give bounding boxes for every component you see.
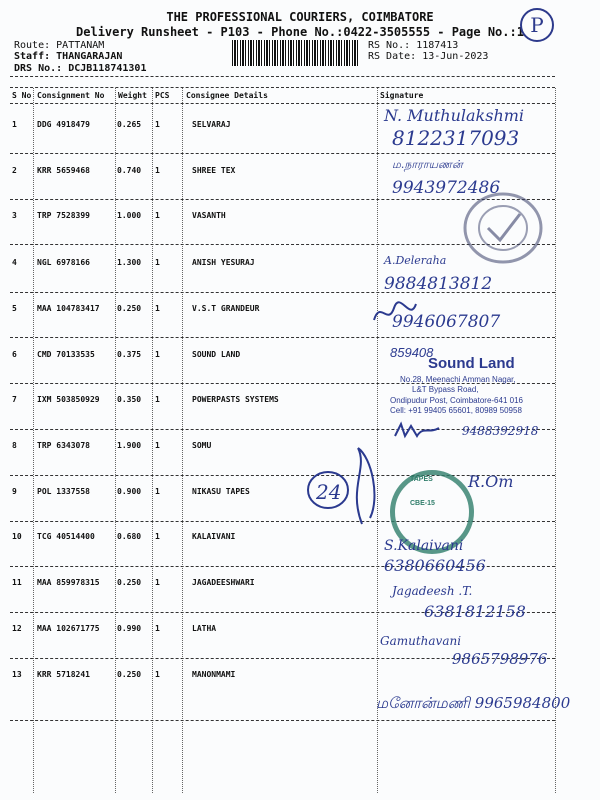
row-sno: 2 [12,166,17,175]
row-consignment: KRR 5659468 [37,166,90,175]
row-weight: 1.900 [117,441,142,450]
row-consignment: KRR 5718241 [37,670,90,679]
col-header-pcs: PCS [155,91,170,100]
stamp-tapes-code: CBE-15 [410,500,435,507]
row-weight: 1.000 [117,211,142,220]
row-pcs: 1 [155,120,160,129]
row-separator [10,720,555,721]
row-sno: 3 [12,211,17,220]
row-pcs: 1 [155,578,160,587]
table-row [0,166,600,180]
rs-date-label: RS Date: [368,51,417,62]
table-row [0,304,600,318]
signature-row-6: 859408 [390,345,434,360]
rs-no-line [368,40,458,51]
rs-date-value: 13-Jun-2023 [422,51,489,62]
table-row [0,532,600,546]
stamp-address-line-3: Ondipudur Post, Coimbatore-641 016 [390,396,523,405]
route-line [14,40,104,51]
row-separator [10,337,555,338]
row-sno: 5 [12,304,17,313]
drs-line [14,63,146,74]
signature-row-2-name: ம.நாராயணன் [392,158,463,171]
row-consignment: TRP 6343078 [37,441,90,450]
staff-label: Staff: [14,51,51,62]
row-weight: 0.375 [117,350,142,359]
row-consignee: JAGADEESHWARI [192,578,255,587]
row-consignee: MANONMAMI [192,670,236,679]
signature-row-4-name: A.Deleraha [384,254,447,267]
row-consignment: TRP 7528399 [37,211,90,220]
signature-row-11-phone: 6381812158 [424,602,526,621]
rs-date-line [368,51,488,62]
row-consignment: MAA 104783417 [37,304,100,313]
rule-header-bottom [10,103,555,104]
seal-stamp-icon [458,188,548,268]
row-consignment: DDG 4918479 [37,120,90,129]
col-header-consignee: Consignee Details [186,91,268,100]
row-consignment: IXM 503850929 [37,395,100,404]
row-sno: 12 [12,624,22,633]
col-header-signature: Signature [380,91,424,100]
signature-row-5-phone: 9946067807 [392,312,501,332]
row-weight: 1.300 [117,258,142,267]
rule-top [10,76,555,77]
row-consignee: VASANTH [192,211,226,220]
stamp-tapes-text: TAPES [410,476,433,483]
sound-land-stamp [380,345,560,425]
signature-row-1-phone: 8122317093 [392,126,520,150]
handwritten-mark-icon [300,438,390,528]
row-consignment: MAA 859978315 [37,578,100,587]
row-consignee: POWERPASTS SYSTEMS [192,395,279,404]
row-consignment: MAA 102671775 [37,624,100,633]
row-sno: 4 [12,258,17,267]
row-consignee: NIKASU TAPES [192,487,250,496]
signature-row-12-phone: 9865798976 [452,650,548,668]
barcode [232,40,360,66]
row-sno: 7 [12,395,17,404]
staff-value: THANGARAJAN [56,51,123,62]
row-sno: 8 [12,441,17,450]
staff-line [14,51,122,62]
row-weight: 0.250 [117,304,142,313]
page-mark-circle: P [520,8,554,42]
signature-row-4-phone: 9884813812 [384,274,493,294]
row-consignee: ANISH YESURAJ [192,258,255,267]
row-pcs: 1 [155,350,160,359]
drs-value: DCJB118741301 [68,63,147,74]
row-weight: 0.990 [117,624,142,633]
row-consignee: KALAIVANI [192,532,236,541]
row-consignment: POL 1337558 [37,487,90,496]
row-weight: 0.265 [117,120,142,129]
drs-label: DRS No.: [14,63,63,74]
runsheet-subtitle: Delivery Runsheet - P103 - Phone No.:0422-3505555 - Page No.:1 [76,25,524,39]
row-sno: 9 [12,487,17,496]
row-separator [10,153,555,154]
row-consignee: SOUND LAND [192,350,241,359]
row-sno: 6 [12,350,17,359]
row-weight: 0.740 [117,166,142,175]
row-separator [10,521,555,522]
route-value: PATTANAM [56,40,105,51]
row-weight: 0.900 [117,487,142,496]
row-pcs: 1 [155,211,160,220]
rs-no-label: RS No.: [368,40,411,51]
row-pcs: 1 [155,487,160,496]
row-pcs: 1 [155,304,160,313]
row-weight: 0.350 [117,395,142,404]
table-row [0,624,600,638]
row-weight: 0.680 [117,532,142,541]
row-consignment: CMD 70133535 [37,350,95,359]
row-sno: 1 [12,120,17,129]
signature-row-1-name: N. Muthulakshmi [384,106,525,125]
stamp-address-line-2: L&T Bypass Road, [412,385,479,394]
row-consignee: SOMU [192,441,212,450]
row-consignee: SHREE TEX [192,166,236,175]
col-header-cno: Consignment No [37,91,105,100]
row-sno: 13 [12,670,22,679]
signature-row-9-name: R.Om [468,472,514,491]
signature-row-9-mark: 24 [316,480,342,504]
signature-row-2-phone: 9943972486 [392,178,501,198]
row-consignee: V.S.T GRANDEUR [192,304,260,313]
stamp-address-line-4: Cell: +91 99405 65601, 80989 50958 [390,406,522,415]
row-pcs: 1 [155,670,160,679]
row-weight: 0.250 [117,578,142,587]
row-sno: 10 [12,532,22,541]
col-header-sno: S No [12,91,32,100]
row-consignment: TCG 40514400 [37,532,95,541]
stamp-address-line-1: No.28, Meenachi Amman Nagar, [400,375,516,384]
rule-header-top [10,87,555,88]
table-row [0,670,600,684]
row-pcs: 1 [155,441,160,450]
row-pcs: 1 [155,166,160,175]
row-consignee: SELVARAJ [192,120,231,129]
company-title: THE PROFESSIONAL COURIERS, COIMBATORE [166,10,434,24]
rs-no-value: 1187413 [416,40,459,51]
table-row [0,578,600,592]
signature-row-13: மனோன்மணி 9965984800 [376,694,571,712]
row-consignee: LATHA [192,624,217,633]
row-consignment: NGL 6978166 [37,258,90,267]
row-pcs: 1 [155,624,160,633]
row-pcs: 1 [155,532,160,541]
stamp-sound-land-name: Sound Land [428,355,515,372]
row-weight: 0.250 [117,670,142,679]
signature-row-10-phone: 6380660456 [384,556,486,575]
signature-row-8-phone: 9488392918 [462,424,539,438]
signature-row-12-name: Gamuthavani [380,634,462,648]
row-pcs: 1 [155,258,160,267]
signature-row-11-name: Jagadeesh .T. [392,584,473,598]
route-label: Route: [14,40,51,51]
signature-scribble-icon [393,420,443,442]
signature-row-10-name: S.Kalaivani [384,538,464,554]
row-sno: 11 [12,578,22,587]
row-pcs: 1 [155,395,160,404]
col-header-weight: Weight [118,91,147,100]
